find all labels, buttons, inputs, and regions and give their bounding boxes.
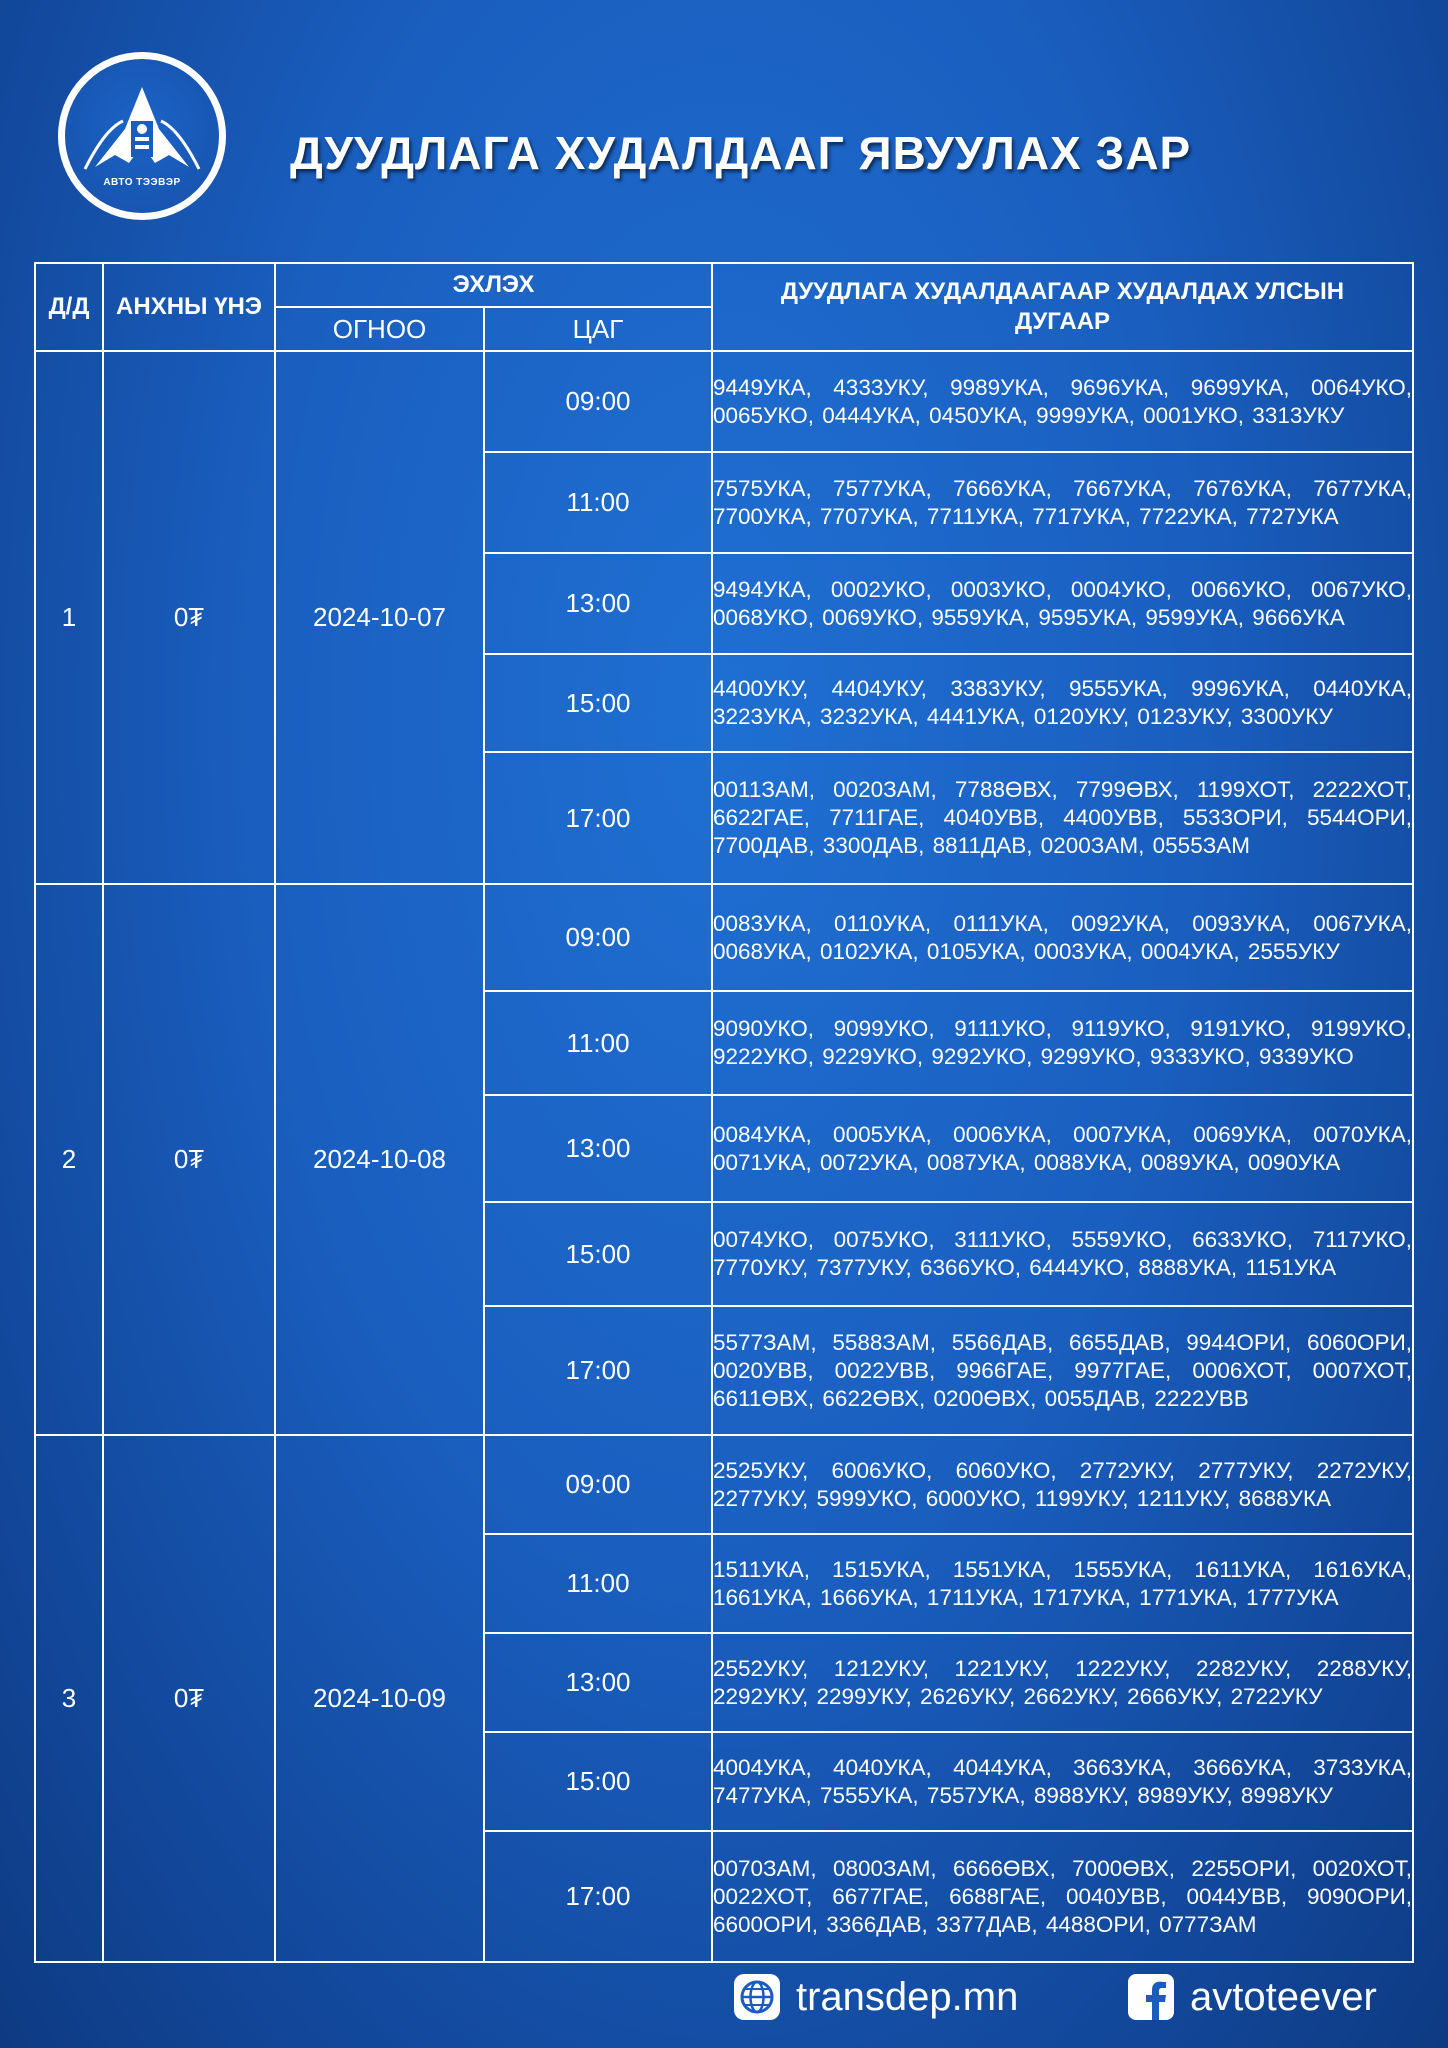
header-start: ЭХЛЭХ	[275, 263, 712, 307]
globe-icon	[734, 1974, 780, 2020]
plate-numbers: 0011ЗАМ, 0020ЗАМ, 7788ӨВХ, 7799ӨВХ, 1199ХОТ, 2222ХОТ, 6622ГАЕ, 7711ГАЕ, 4040УВВ, 4400УВВ, 5533ОРИ, 5544ОРИ, 7700ДАВ, 3300ДАВ, 8811ДАВ, 0200ЗАМ, 0555ЗАМ	[712, 752, 1413, 884]
slot-time: 11:00	[484, 991, 712, 1095]
facebook-icon	[1128, 1974, 1174, 2020]
starting-price: 0₮	[103, 1435, 275, 1962]
slot-time: 17:00	[484, 1306, 712, 1435]
plate-numbers: 9090УКО, 9099УКО, 9111УКО, 9119УКО, 9191УКО, 9199УКО, 9222УКО, 9229УКО, 9292УКО, 9299УКО, 9333УКО, 9339УКО	[712, 991, 1413, 1095]
slot-time: 15:00	[484, 1202, 712, 1306]
header-plates: ДУУДЛАГА ХУДАЛДААГААР ХУДАЛДАХ УЛСЫН ДУГААР	[712, 263, 1413, 351]
slot-time: 11:00	[484, 1534, 712, 1633]
table-row	[35, 351, 1413, 452]
auction-date: 2024-10-08	[275, 884, 484, 1435]
slot-time: 17:00	[484, 1831, 712, 1962]
slot-time: 15:00	[484, 1732, 712, 1831]
soyombo-eagle-icon	[65, 59, 219, 213]
slot-time: 13:00	[484, 1633, 712, 1732]
plate-numbers: 9494УКА, 0002УКО, 0003УКО, 0004УКО, 0066УКО, 0067УКО, 0068УКО, 0069УКО, 9559УКА, 9595УКА, 9599УКА, 9666УКА	[712, 553, 1413, 654]
website-link[interactable]: transdep.mn	[796, 1974, 1019, 2019]
facebook-link[interactable]: avtoteever	[1190, 1974, 1377, 2019]
slot-time: 13:00	[484, 553, 712, 654]
header-num: Д/Д	[35, 263, 103, 351]
auction-schedule-table	[34, 262, 1414, 1963]
slot-time: 17:00	[484, 752, 712, 884]
starting-price: 0₮	[103, 884, 275, 1435]
footer-website[interactable]	[734, 1974, 1018, 2020]
plate-numbers: 0074УКО, 0075УКО, 3111УКО, 5559УКО, 6633УКО, 7117УКО, 7770УКУ, 7377УКУ, 6366УКО, 6444УКО, 8888УКА, 1151УКА	[712, 1202, 1413, 1306]
table-row	[35, 1435, 1413, 1534]
plate-numbers: 9449УКА, 4333УКУ, 9989УКА, 9696УКА, 9699УКА, 0064УКО, 0065УКО, 0444УКА, 0450УКА, 9999УКА, 0001УКО, 3313УКУ	[712, 351, 1413, 452]
row-number: 1	[35, 351, 103, 884]
plate-numbers: 2552УКУ, 1212УКУ, 1221УКУ, 1222УКУ, 2282УКУ, 2288УКУ, 2292УКУ, 2299УКУ, 2626УКУ, 2662УКУ, 2666УКУ, 2722УКУ	[712, 1633, 1413, 1732]
logo-emblem	[58, 52, 226, 220]
starting-price: 0₮	[103, 351, 275, 884]
auction-date: 2024-10-07	[275, 351, 484, 884]
slot-time: 11:00	[484, 452, 712, 553]
header-time: ЦАГ	[484, 307, 712, 351]
plate-numbers: 0083УКА, 0110УКА, 0111УКА, 0092УКА, 0093УКА, 0067УКА, 0068УКА, 0102УКА, 0105УКА, 0003УКА, 0004УКА, 2555УКУ	[712, 884, 1413, 991]
plate-numbers: 4004УКА, 4040УКА, 4044УКА, 3663УКА, 3666УКА, 3733УКА, 7477УКА, 7555УКА, 7557УКА, 8988УКУ, 8989УКУ, 8998УКУ	[712, 1732, 1413, 1831]
row-number: 3	[35, 1435, 103, 1962]
plate-numbers: 0070ЗАМ, 0800ЗАМ, 6666ӨВХ, 7000ӨВХ, 2255ОРИ, 0020ХОТ, 0022ХОТ, 6677ГАЕ, 6688ГАЕ, 0040УВВ, 0044УВВ, 9090ОРИ, 6600ОРИ, 3366ДАВ, 3377ДАВ, 4488ОРИ, 0777ЗАМ	[712, 1831, 1413, 1962]
plate-numbers: 1511УКА, 1515УКА, 1551УКА, 1555УКА, 1611УКА, 1616УКА, 1661УКА, 1666УКА, 1711УКА, 1717УКА, 1771УКА, 1777УКА	[712, 1534, 1413, 1633]
row-number: 2	[35, 884, 103, 1435]
plate-numbers: 7575УКА, 7577УКА, 7666УКА, 7667УКА, 7676УКА, 7677УКА, 7700УКА, 7707УКА, 7711УКА, 7717УКА, 7722УКА, 7727УКА	[712, 452, 1413, 553]
schedule-body	[35, 351, 1413, 1962]
footer-facebook[interactable]	[1128, 1974, 1377, 2020]
plate-numbers: 2525УКУ, 6006УКО, 6060УКО, 2772УКУ, 2777УКУ, 2272УКУ, 2277УКУ, 5999УКО, 6000УКО, 1199УКУ, 1211УКУ, 8688УКА	[712, 1435, 1413, 1534]
plate-numbers: 4400УКУ, 4404УКУ, 3383УКУ, 9555УКА, 9996УКА, 0440УКА, 3223УКА, 3232УКА, 4441УКА, 0120УКУ, 0123УКУ, 3300УКУ	[712, 654, 1413, 752]
logo-text: АВТО ТЭЭВЭР	[103, 177, 181, 188]
plate-numbers: 0084УКА, 0005УКА, 0006УКА, 0007УКА, 0069УКА, 0070УКА, 0071УКА, 0072УКА, 0087УКА, 0088УКА, 0089УКА, 0090УКА	[712, 1095, 1413, 1202]
auction-date: 2024-10-09	[275, 1435, 484, 1962]
slot-time: 15:00	[484, 654, 712, 752]
slot-time: 13:00	[484, 1095, 712, 1202]
page-title: ДУУДЛАГА ХУДАЛДААГ ЯВУУЛАХ ЗАР	[290, 127, 1192, 179]
header-price: АНХНЫ ҮНЭ	[103, 263, 275, 351]
plate-numbers: 5577ЗАМ, 5588ЗАМ, 5566ДАВ, 6655ДАВ, 9944ОРИ, 6060ОРИ, 0020УВВ, 0022УВВ, 9966ГАЕ, 9977ГАЕ, 0006ХОТ, 0007ХОТ, 6611ӨВХ, 6622ӨВХ, 0200ӨВХ, 0055ДАВ, 2222УВВ	[712, 1306, 1413, 1435]
table-row	[35, 884, 1413, 991]
header-date: ОГНОО	[275, 307, 484, 351]
slot-time: 09:00	[484, 1435, 712, 1534]
slot-time: 09:00	[484, 351, 712, 452]
slot-time: 09:00	[484, 884, 712, 991]
